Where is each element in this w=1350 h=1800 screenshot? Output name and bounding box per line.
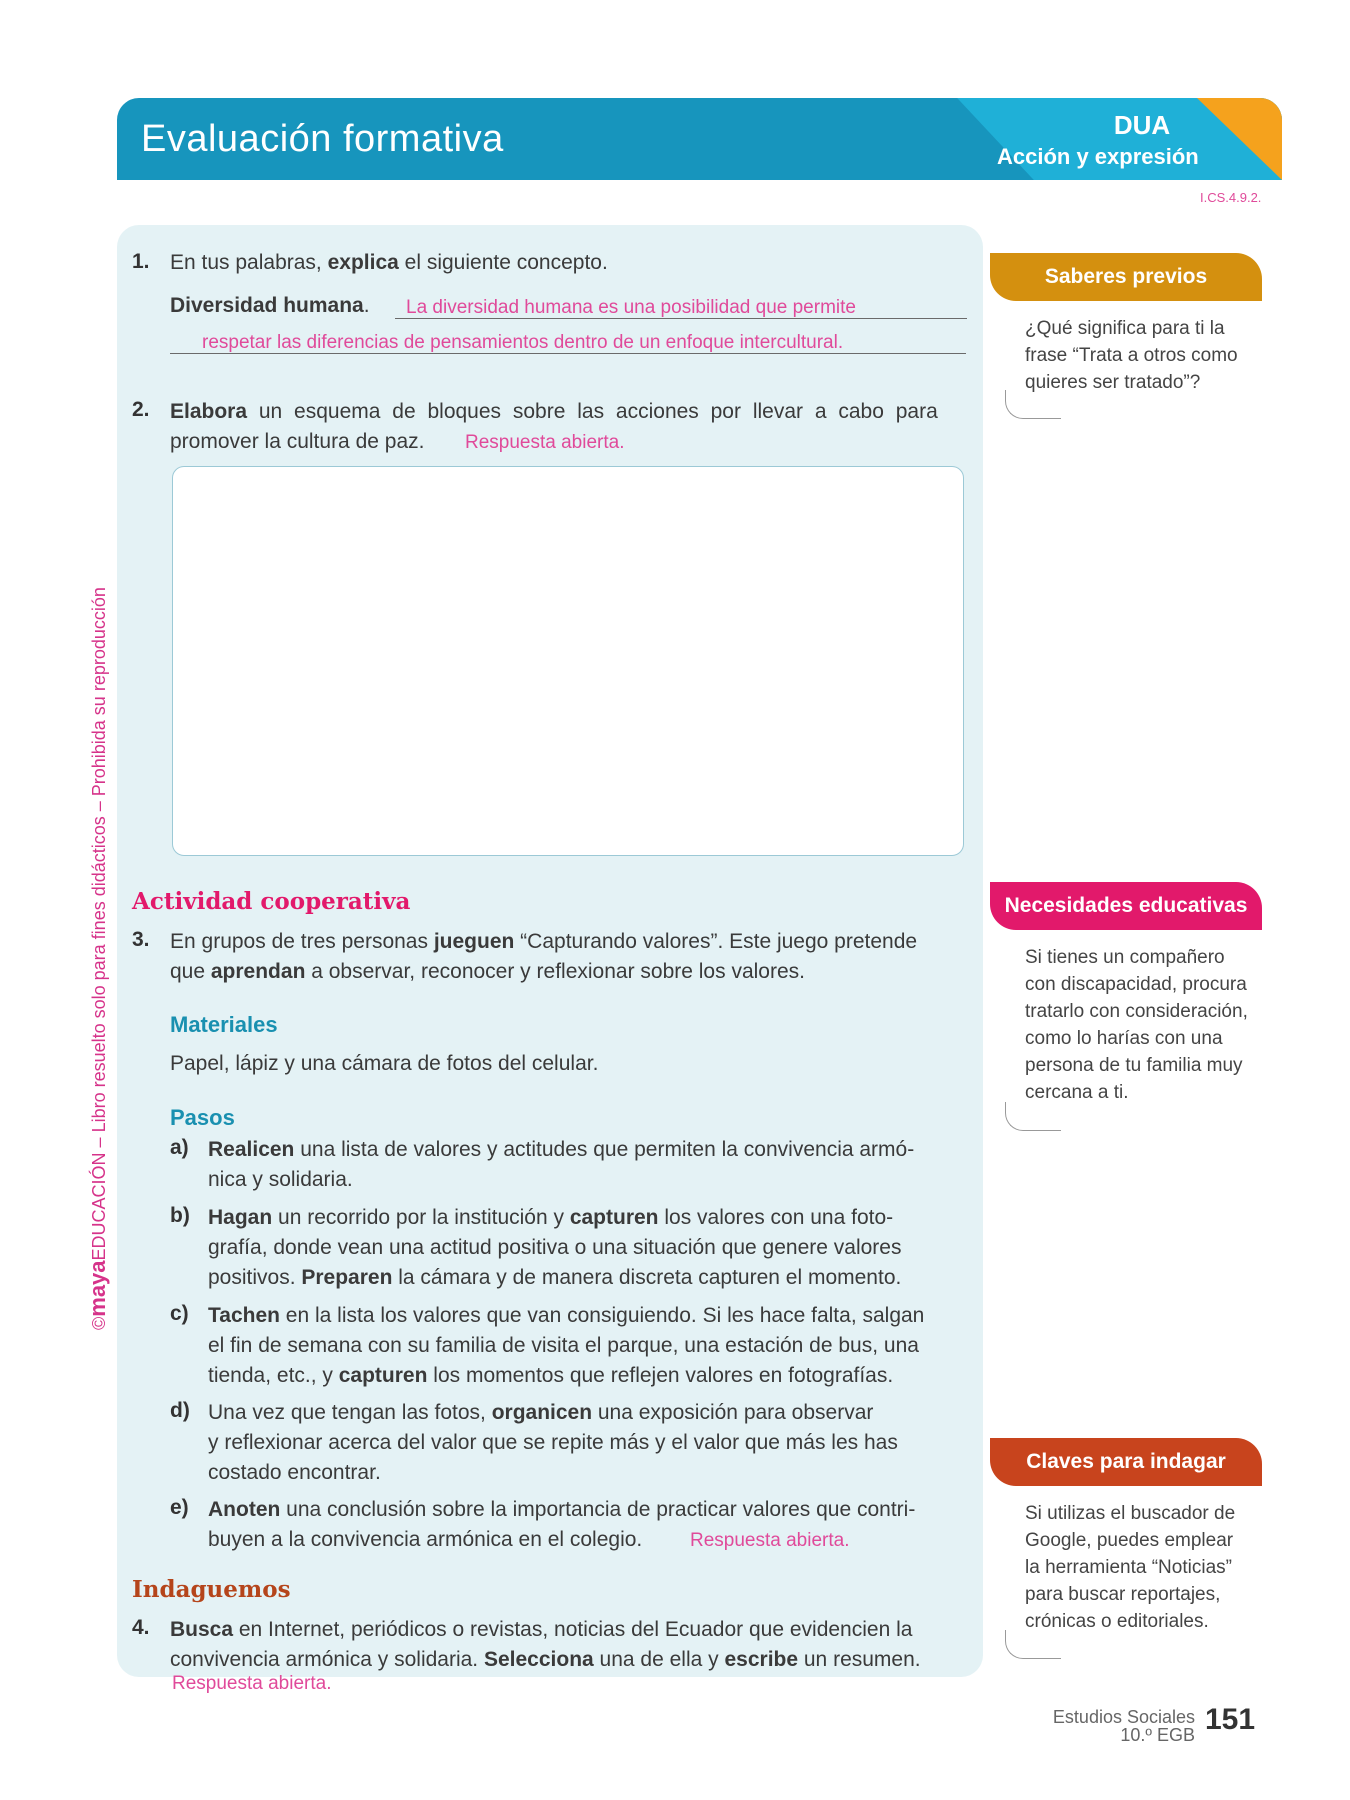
q3-l1b: “Capturando valores”. Este juego pretende [514, 930, 918, 953]
saberes-line-3: quieres ser tratado”? [1025, 372, 1201, 393]
step-b-l3: positivos. [208, 1266, 302, 1289]
step-d-text [208, 1398, 970, 1488]
step-b-l1: un recorrido por la institución y [272, 1206, 570, 1229]
step-b-verb-2: capturen [569, 1206, 659, 1229]
q4-line-1 [170, 1615, 912, 1645]
step-b-text [208, 1203, 970, 1293]
necesidades-educativas-text [1025, 944, 1260, 1106]
step-a-l1: una lista de valores y actitudes que permiten la convivencia armó- [294, 1138, 915, 1161]
necesidades-educativas-tag: Necesidades educativas [990, 882, 1262, 930]
question-2-line-2 [170, 427, 424, 457]
step-c-verb: Tachen [208, 1304, 280, 1327]
necesidades-line-6: cercana a ti. [1025, 1082, 1129, 1103]
page-title: Evaluación formativa [141, 118, 504, 160]
answer-underline-2 [170, 353, 966, 354]
necesidades-line-2: con discapacidad, procura [1025, 974, 1247, 995]
step-a-l2: nica y solidaria. [208, 1168, 353, 1191]
saberes-line-1: ¿Qué significa para ti la [1025, 318, 1225, 339]
step-d-l3: costado encontrar. [208, 1461, 381, 1484]
q3-l2b: a observar, reconocer y reflexionar sobre los valores. [305, 960, 805, 983]
q3-l2a: que [170, 960, 211, 983]
dua-title: DUA [1113, 110, 1171, 140]
q2-text-2: promover la cultura de paz. [170, 430, 425, 453]
materials-heading: Materiales [170, 1012, 278, 1037]
footer-subject [1020, 1708, 1195, 1744]
question-2-line-1 [170, 397, 970, 427]
step-b-l1-tail: los valores con una foto- [658, 1206, 894, 1229]
q1-text-a: En tus palabras, [170, 251, 328, 274]
step-c-l1: en la lista los valores que van consiguiendo. Si les hace falta, salgan [279, 1304, 925, 1327]
q4-l2c: un resumen. [798, 1648, 921, 1671]
q3-line-2 [170, 957, 805, 987]
claves-line-4: para buscar reportajes, [1025, 1584, 1221, 1605]
claves-box-corner [1005, 1630, 1061, 1659]
q4-verb-3: escribe [724, 1648, 799, 1671]
dua-subtitle: Acción y expresión [997, 144, 1199, 169]
claves-line-2: Google, puedes emplear [1025, 1530, 1234, 1551]
q3-l1a: En grupos de tres personas [170, 930, 434, 953]
step-d-l1a: Una vez que tengan las fotos, [208, 1401, 492, 1424]
saberes-line-2: frase “Trata a otros como [1025, 345, 1238, 366]
question-2-number: 2. [132, 398, 150, 421]
q2-answer: Respuesta abierta. [465, 432, 625, 453]
step-a-letter: a) [170, 1136, 189, 1159]
q3-l1-bold: jueguen [433, 930, 515, 953]
step-e-l1: una conclusión sobre la importancia de practicar valores que contri- [280, 1498, 916, 1521]
footer-grade: 10.º EGB [1120, 1725, 1195, 1745]
q3-l2-bold: aprendan [210, 960, 306, 983]
q4-l1: en Internet, periódicos o revistas, noticias del Ecuador que evidencien la [233, 1618, 913, 1641]
step-c-l3b: los momentos que reflejen valores en fotografías. [427, 1364, 894, 1387]
necesidades-line-3: tratarlo con consideración, [1025, 1001, 1248, 1022]
step-d-verb: organicen [491, 1401, 593, 1424]
side-copyright: ©mayaEDUCACIÓN – Libro resuelto solo para fines didácticos – Prohibida su reproducción [85, 587, 110, 1330]
question-1-number: 1. [132, 250, 150, 273]
q4-l2a: convivencia armónica y solidaria. [170, 1648, 484, 1671]
indicator-code: I.CS.4.9.2. [1200, 190, 1262, 205]
step-b-letter: b) [170, 1204, 190, 1227]
question-1-text [170, 248, 608, 278]
step-b-l2: grafía, donde vean una actitud positiva o una situación que genere valores [208, 1236, 902, 1259]
footer-subject-name: Estudios Sociales [1052, 1707, 1195, 1727]
q4-verb-2: Selecciona [483, 1648, 594, 1671]
claves-para-indagar-text [1025, 1500, 1260, 1635]
step-c-text [208, 1301, 970, 1391]
answer-underline-1 [395, 318, 967, 319]
necesidades-box-corner [1005, 1102, 1061, 1131]
steps-heading: Pasos [170, 1105, 235, 1130]
q1-answer-line-2: respetar las diferencias de pensamientos dentro de un enfoque intercultural. [202, 332, 844, 353]
saberes-previos-tag: Saberes previos [990, 253, 1262, 301]
step-b-verb-3: Preparen [301, 1266, 393, 1289]
step-d-letter: d) [170, 1399, 190, 1422]
cooperativa-heading: Actividad cooperativa [132, 888, 411, 915]
copyright-text: EDUCACIÓN – Libro resuelto solo para fines didácticos – Prohibida su reproducción [89, 587, 109, 1261]
step-d-l2: y reflexionar acerca del valor que se repite más y el valor que más les has [208, 1431, 898, 1454]
claves-para-indagar-tag: Claves para indagar [990, 1438, 1262, 1486]
question-4-number: 4. [132, 1616, 150, 1639]
saberes-previos-text [1025, 315, 1260, 396]
diagram-drawing-box[interactable] [172, 466, 964, 856]
q3-line-1 [170, 927, 917, 957]
step-b-verb: Hagan [208, 1206, 273, 1229]
q4-l2b: una de ella y [593, 1648, 725, 1671]
concept-label: Diversidad humana [170, 294, 364, 317]
step-e-text [208, 1495, 970, 1555]
step-c-l2: el fin de semana con su familia de visita el parque, una estación de bus, una [208, 1334, 919, 1357]
q2-text-1: un esquema de bloques sobre las acciones por llevar a cabo para [247, 400, 938, 423]
step-e-verb: Anoten [208, 1498, 281, 1521]
step-b-l3-tail: la cámara y de manera discreta capturen el momento. [392, 1266, 902, 1289]
step-a-verb: Realicen [208, 1138, 295, 1161]
claves-line-3: la herramienta “Noticias” [1025, 1557, 1232, 1578]
q2-verb: Elabora [170, 400, 248, 423]
step-c-letter: c) [170, 1302, 189, 1325]
q1-text-b: el siguiente concepto. [398, 251, 608, 274]
saberes-box-corner [1005, 390, 1061, 419]
claves-line-1: Si utilizas el buscador de [1025, 1503, 1236, 1524]
step-c-verb-2: capturen [338, 1364, 428, 1387]
page-header [117, 98, 1282, 180]
step-e-l2: buyen a la convivencia armónica en el colegio. [208, 1528, 643, 1551]
step-d-l1b: una exposición para observar [592, 1401, 874, 1424]
indaguemos-heading: Indaguemos [132, 1576, 291, 1603]
q1-concept: Diversidad humana. [170, 294, 370, 317]
materials-text: Papel, lápiz y una cámara de fotos del celular. [170, 1052, 599, 1075]
q4-verb: Busca [170, 1618, 234, 1641]
q4-answer: Respuesta abierta. [172, 1673, 332, 1694]
q1-verb: explica [327, 251, 399, 274]
step-a-text [208, 1135, 970, 1195]
necesidades-line-4: como lo harías con una [1025, 1028, 1223, 1049]
claves-line-5: crónicas o editoriales. [1025, 1611, 1209, 1632]
step-c-l3a: tienda, etc., y [208, 1364, 339, 1387]
page-number: 151 [1205, 1703, 1256, 1736]
question-3-number: 3. [132, 928, 150, 951]
necesidades-line-1: Si tienes un compañero [1025, 947, 1225, 968]
necesidades-line-5: persona de tu familia muy [1025, 1055, 1243, 1076]
step-e-answer: Respuesta abierta. [690, 1530, 850, 1551]
brand-logo-text: maya [85, 1260, 110, 1317]
step-e-letter: e) [170, 1496, 189, 1519]
q1-answer-line-1: La diversidad humana es una posibilidad que permite [406, 297, 856, 318]
